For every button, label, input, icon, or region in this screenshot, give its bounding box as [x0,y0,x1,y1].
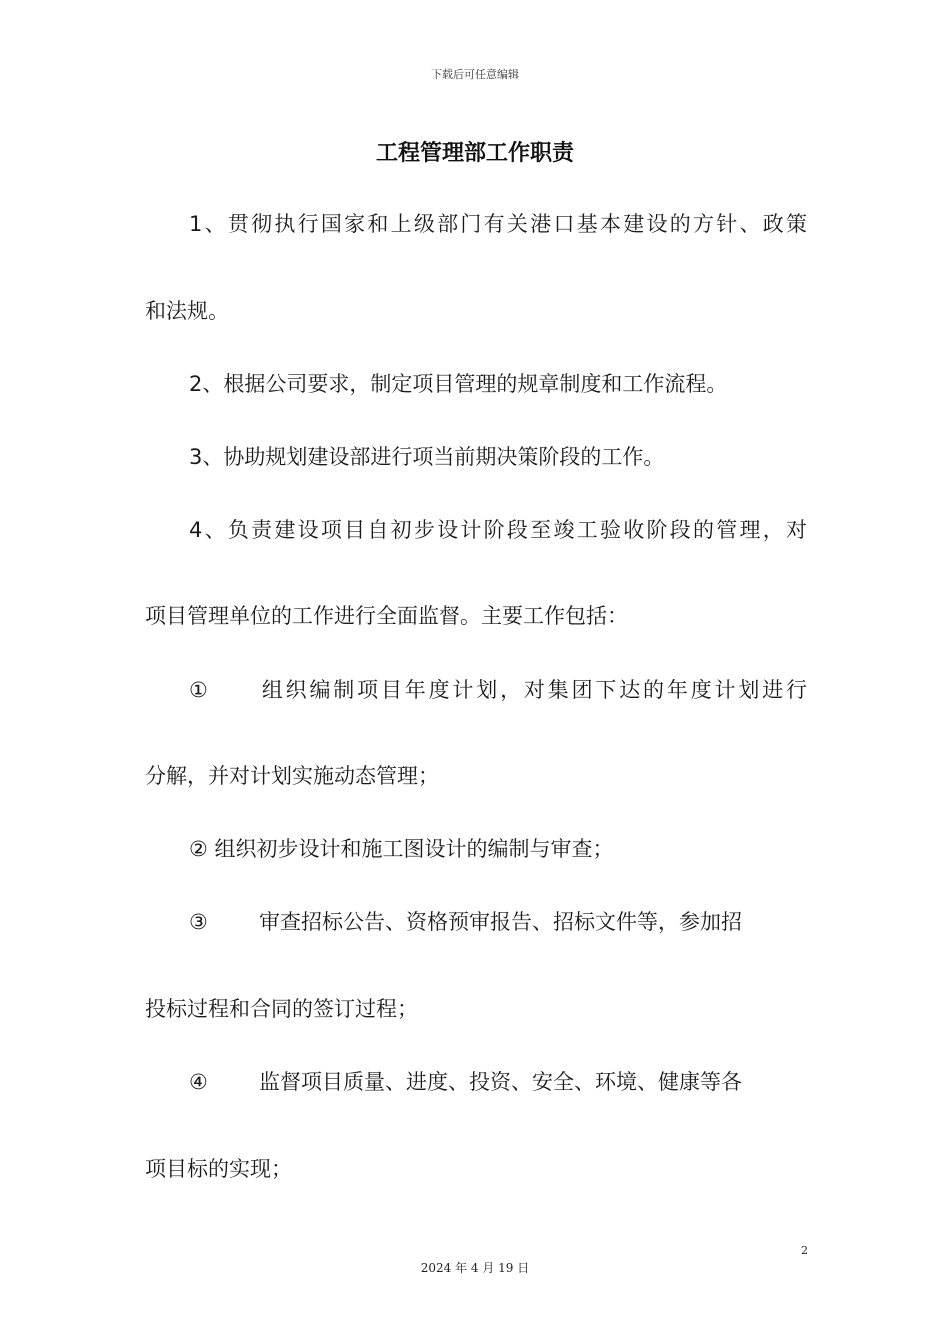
list-item-line: ② 组织初步设计和施工图设计的编制与审查； [189,837,614,861]
list-item-text: 监督项目质量、进度、投资、安全、环境、健康等各 [259,1070,742,1094]
document-title: 工程管理部工作职责 [375,141,574,166]
paragraph-line: 分解，并对计划实施动态管理； [145,764,439,788]
header-note: 下载后可任意编辑 [431,68,519,81]
paragraph-line: 和法规。 [145,299,229,323]
page-number: 2 [801,1244,808,1257]
list-marker: ③ [189,910,208,934]
list-item-line [189,907,807,937]
list-item-text: 审查招标公告、资格预审报告、招标文件等，参加招 [259,910,742,934]
paragraph-line: 3、协助规划建设部进行项当前期决策阶段的工作。 [189,445,665,469]
list-marker: ① [189,678,208,702]
paragraph-line: 2、根据公司要求，制定项目管理的规章制度和工作流程。 [189,372,728,396]
list-item-text: 组织编制项目年度计划，对集团下达的年度计划进行 [259,678,807,702]
paragraph-line: 投标过程和合同的签订过程； [145,997,418,1021]
footer-date: 2024 年 4 月 19 日 [420,1261,530,1275]
list-marker: ④ [189,1070,208,1094]
paragraph-line: 项目标的实现； [145,1157,292,1181]
list-item-line [189,1067,807,1097]
paragraph-line: 项目管理单位的工作进行全面监督。主要工作包括： [145,604,628,628]
list-item-line [189,675,807,705]
paragraph-line: 1、贯彻执行国家和上级部门有关港口基本建设的方针、政策 [189,212,807,236]
paragraph-line: 4、负责建设项目自初步设计阶段至竣工验收阶段的管理，对 [189,518,807,542]
